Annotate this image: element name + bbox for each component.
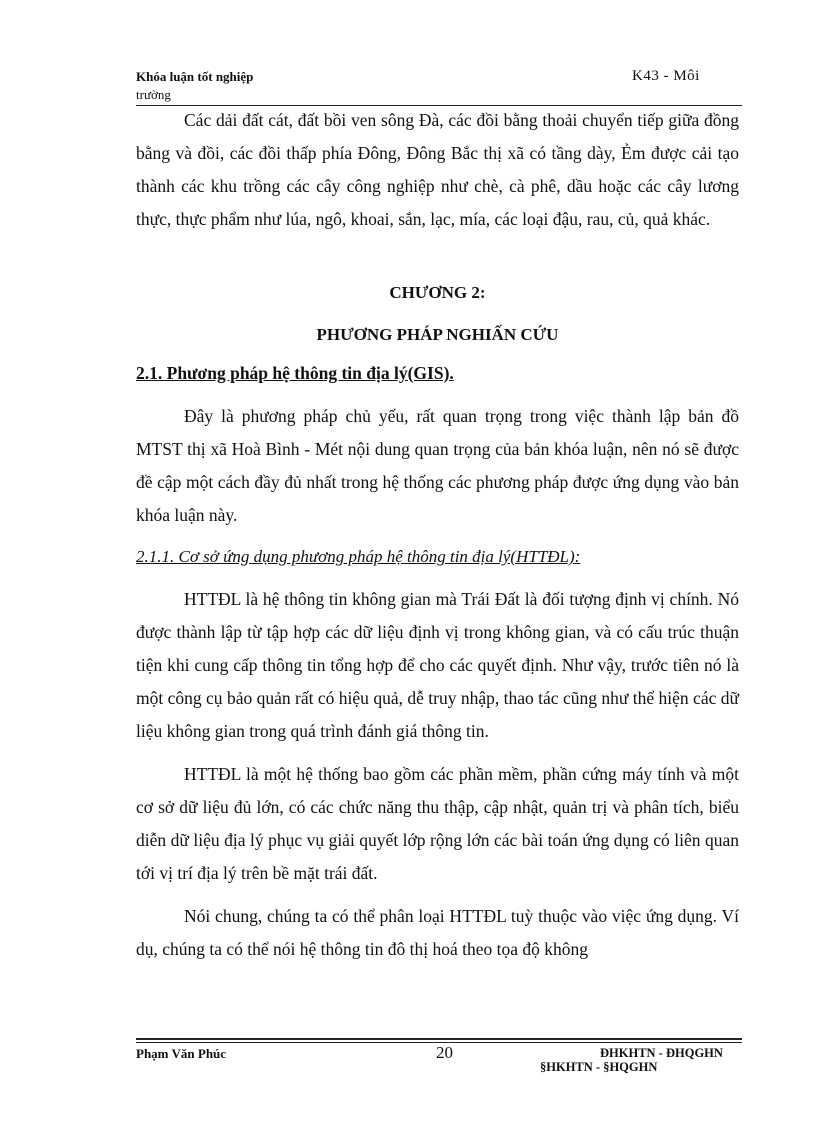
page-number: 20 xyxy=(436,1043,453,1062)
running-header-left xyxy=(136,68,253,103)
section-heading-2-1-1: 2.1.1. Cơ sở ứng dụng phương pháp hệ thông tin địa lý(HTTĐL): xyxy=(136,547,581,566)
footer-author: Phạm Văn Phúc xyxy=(136,1046,227,1061)
footer-divider-thick xyxy=(136,1038,742,1040)
section-heading-2-1: 2.1. Phương pháp hệ thông tin địa lý(GIS). xyxy=(136,363,454,383)
section-2-1-1-paragraph-1: HTTĐL là hệ thông tin không gian mà Trái Đất là đối tượng định vị chính. Nó được thành lập từ tập hợp các dữ liệu định vị trong không gian, và có cấu trúc thuận tiện khi cung cấp thông tin tổng hợp để cho các quyết định. Như vậy, trước tiên nó là một công cụ bảo quản rất có hiệu quả, dễ truy nhập, thao tác cũng như thể hiện các dữ liệu không gian trong quá trình đánh giá thông tin. xyxy=(136,589,739,741)
running-header-right: K43 - Môi xyxy=(632,68,700,84)
section-2-1-paragraph: Đây là phương pháp chủ yếu, rất quan trọng trong việc thành lập bản đồ MTST thị xã Hoà Bình - Mét nội dung quan trọng của bản khóa luận, nên nó sẽ được đề cập một cách đầy đủ nhất trong hệ thống các phương pháp được ứng dụng vào bản khóa luận này. xyxy=(136,406,739,525)
intro-paragraph: Các dải đất cát, đất bồi ven sông Đà, các đồi bằng thoải chuyển tiếp giữa đồng bằng và đồi, các đồi thấp phía Đông, Đông Bắc thị xã có tầng dày, Ẻm được cải tạo thành các khu trồng các cây công nghiệp như chè, cà phê, dầu hoặc các cây lương thực, thực phẩm như lúa, ngô, khoai, sắn, lạc, mía, các loại đậu, rau, củ, quả khác. xyxy=(136,110,739,229)
page-body xyxy=(136,104,739,966)
chapter-number: CHƯƠNG 2: xyxy=(389,283,486,302)
footer-institution-alt: §HKHTN - §HQGHN xyxy=(540,1060,658,1074)
footer-institution: ĐHKHTN - ĐHQGHN xyxy=(600,1046,723,1060)
chapter-title: PHƯƠNG PHÁP NGHIẤN CỨU xyxy=(316,325,559,344)
section-2-1-1-paragraph-3: Nói chung, chúng ta có thể phân loại HTTĐL tuỳ thuộc vào việc ứng dụng. Ví dụ, chúng ta có thể nói hệ thông tin đô thị hoá theo tọa độ không xyxy=(136,906,739,959)
section-2-1-1-paragraph-2: HTTĐL là một hệ thống bao gồm các phần mềm, phần cứng máy tính và một cơ sở dữ liệu đủ lớn, có các chức năng thu thập, cập nhật, quản trị và phân tích, biểu diễn dữ liệu địa lý phục vụ giải quyết lớp rộng lớn các bài toán ứng dụng có liên quan tới vị trí địa lý trên bề mặt trái đất. xyxy=(136,764,739,883)
header-thesis-label: Khóa luận tốt nghiệp xyxy=(136,69,254,84)
header-thesis-label-cont: trường xyxy=(136,87,171,102)
